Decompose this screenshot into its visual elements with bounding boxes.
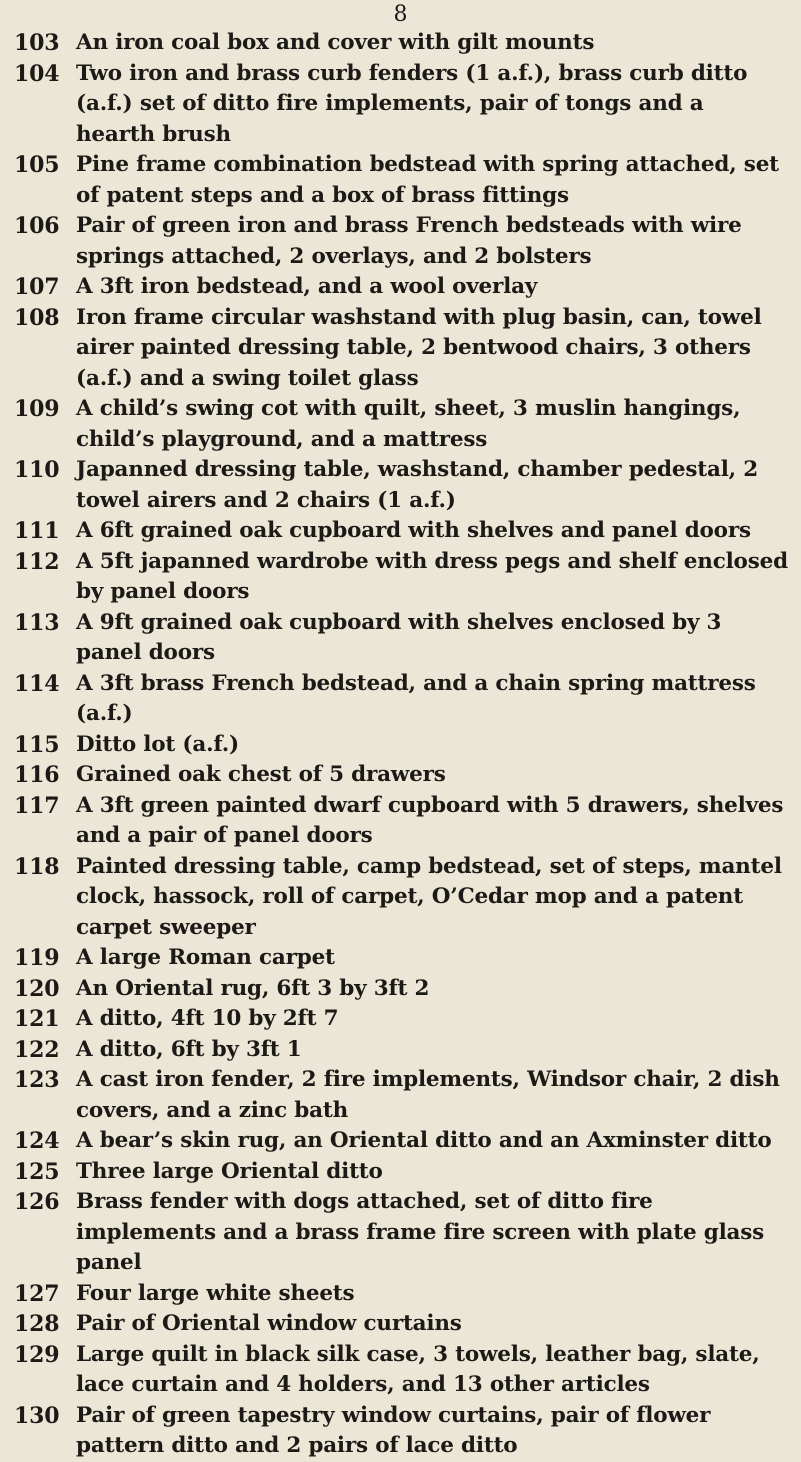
lot-entry xyxy=(0,1187,801,1279)
lot-entry xyxy=(0,669,801,730)
lot-description: Grained oak chest of 5 drawers xyxy=(76,762,446,787)
lot-entry xyxy=(0,272,801,303)
lot-number: 124 xyxy=(14,1128,60,1154)
lot-number: 127 xyxy=(14,1280,60,1307)
lot-entry xyxy=(0,394,801,455)
lot-number: 103 xyxy=(14,30,60,56)
lot-number: 107 xyxy=(14,274,60,300)
lot-number: 105 xyxy=(14,152,60,178)
lot-number: 104 xyxy=(14,60,60,87)
lot-description: Pair of green iron and brass French bedsteads with wire springs attached, 2 overlays, and 2 bolsters xyxy=(76,213,742,269)
lot-number: 113 xyxy=(14,609,60,636)
lot-entry xyxy=(0,974,801,1005)
lot-number: 110 xyxy=(14,457,60,483)
lot-number: 115 xyxy=(14,731,60,758)
lot-number: 118 xyxy=(14,853,60,880)
lot-number: 119 xyxy=(14,945,60,971)
lot-description: Four large white sheets xyxy=(76,1280,355,1306)
lot-entry xyxy=(0,59,801,151)
lot-number: 123 xyxy=(14,1067,60,1093)
lot-description: A 3ft green painted dwarf cupboard with 5 drawers, shelves and a pair of panel doors xyxy=(76,792,784,848)
lot-number: 106 xyxy=(14,213,60,239)
lot-entry xyxy=(0,852,801,944)
lot-entry xyxy=(0,608,801,669)
lot-entry xyxy=(0,1401,801,1462)
lot-entry xyxy=(0,28,801,59)
lot-description: A ditto, 6ft by 3ft 1 xyxy=(76,1036,302,1062)
lot-description: Pair of Oriental window curtains xyxy=(76,1311,462,1336)
lot-description: Brass fender with dogs attached, set of ditto fire implements and a brass frame fire screen with plate glass panel xyxy=(76,1189,765,1275)
lot-entry xyxy=(0,303,801,395)
lot-number: 117 xyxy=(14,792,60,819)
lot-number: 121 xyxy=(14,1006,60,1032)
lot-description: A 3ft brass French bedstead, and a chain spring mattress (a.f.) xyxy=(76,670,756,726)
lot-number: 108 xyxy=(14,304,60,331)
lot-description: Large quilt in black silk case, 3 towels, leather bag, slate, lace curtain and 4 holders, and 13 other articles xyxy=(76,1341,760,1397)
lot-description: Painted dressing table, camp bedstead, set of steps, mantel clock, hassock, roll of carpet, O’Cedar mop and a patent carpet sweeper xyxy=(76,853,782,940)
lot-entry xyxy=(0,1340,801,1401)
lot-number: 111 xyxy=(14,518,60,544)
lot-description: Iron frame circular washstand with plug basin, can, towel airer painted dressing table, 2 bentwood chairs, 3 others (a.f.) and a swing toilet glass xyxy=(76,304,762,391)
lot-entry xyxy=(0,730,801,761)
lot-number: 109 xyxy=(14,396,60,422)
lot-entry xyxy=(0,516,801,547)
lot-description: A large Roman carpet xyxy=(76,945,335,970)
lot-entry xyxy=(0,1309,801,1340)
lot-entry xyxy=(0,943,801,974)
lot-number: 128 xyxy=(14,1311,60,1337)
lot-entry xyxy=(0,455,801,516)
lot-description: A child’s swing cot with quilt, sheet, 3 muslin hangings, child’s playground, and a mattress xyxy=(76,396,741,452)
lot-entry xyxy=(0,1065,801,1126)
lot-entry xyxy=(0,150,801,211)
lot-entry xyxy=(0,1157,801,1188)
lot-description: A 5ft japanned wardrobe with dress pegs and shelf enclosed by panel doors xyxy=(76,548,788,604)
lot-description: An iron coal box and cover with gilt mounts xyxy=(76,30,595,55)
lot-description: Two iron and brass curb fenders (1 a.f.), brass curb ditto (a.f.) set of ditto fire implements, pair of tongs and a hearth brush xyxy=(76,60,748,147)
lot-number: 129 xyxy=(14,1341,60,1368)
lot-entry xyxy=(0,211,801,272)
lot-description: A 3ft iron bedstead, and a wool overlay xyxy=(76,274,538,299)
lot-description: An Oriental rug, 6ft 3 by 3ft 2 xyxy=(76,975,430,1001)
lot-description: A cast iron fender, 2 fire implements, Windsor chair, 2 dish covers, and a zinc bath xyxy=(76,1067,780,1123)
lot-entry xyxy=(0,791,801,852)
lot-number: 116 xyxy=(14,762,60,788)
page-number: 8 xyxy=(393,2,408,27)
lot-number: 114 xyxy=(14,670,60,697)
lot-description: Japanned dressing table, washstand, chamber pedestal, 2 towel airers and 2 chairs (1 a.f.) xyxy=(76,457,758,513)
lot-number: 125 xyxy=(14,1158,60,1185)
lot-number: 122 xyxy=(14,1036,60,1063)
lot-number: 130 xyxy=(14,1402,60,1429)
lot-entry xyxy=(0,1004,801,1035)
lot-description: A 9ft grained oak cupboard with shelves enclosed by 3 panel doors xyxy=(76,609,722,665)
lot-number: 126 xyxy=(14,1189,60,1215)
lot-number: 112 xyxy=(14,548,60,575)
lot-description: A ditto, 4ft 10 by 2ft 7 xyxy=(76,1006,339,1031)
lot-entry xyxy=(0,1126,801,1157)
lot-entry xyxy=(0,760,801,791)
lot-entry xyxy=(0,547,801,608)
lot-description: Pine frame combination bedstead with spring attached, set of patent steps and a box of brass fittings xyxy=(76,152,779,208)
lot-entry xyxy=(0,1035,801,1066)
lot-entry xyxy=(0,1279,801,1310)
lot-description: A bear’s skin rug, an Oriental ditto and an Axminster ditto xyxy=(76,1128,772,1153)
lot-number: 120 xyxy=(14,975,60,1002)
lot-description: A 6ft grained oak cupboard with shelves and panel doors xyxy=(76,518,751,543)
lot-description: Three large Oriental ditto xyxy=(76,1158,383,1184)
lot-description: Ditto lot (a.f.) xyxy=(76,731,239,757)
lot-description: Pair of green tapestry window curtains, pair of flower pattern ditto and 2 pairs of lace ditto xyxy=(76,1402,711,1458)
lot-list xyxy=(0,28,801,1462)
